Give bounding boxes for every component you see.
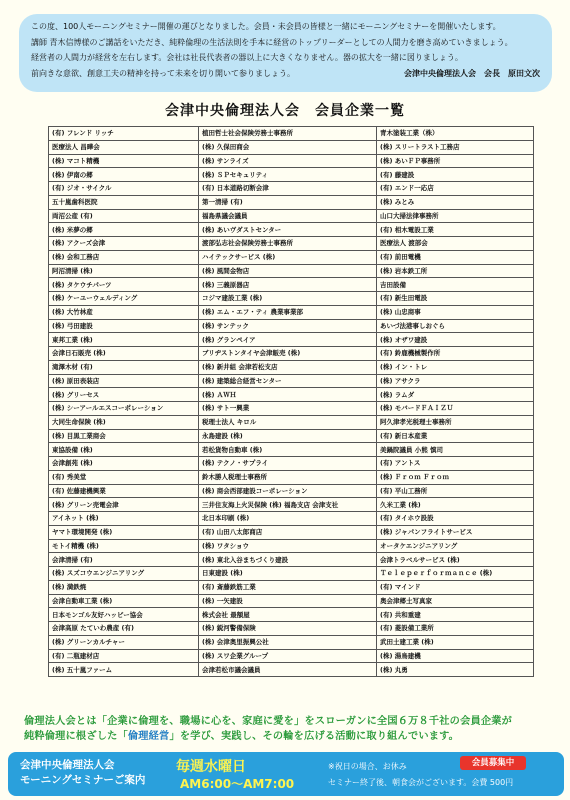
member-cell: (株) 風間金物店	[199, 264, 377, 278]
member-cell: 青木塗装工業（株）	[377, 127, 534, 141]
member-cell: (株) 一矢建設	[199, 594, 377, 608]
member-cell: 東邦工業 (株)	[49, 333, 199, 347]
recruit-badge: 会員募集中	[460, 756, 526, 770]
member-row	[49, 553, 534, 567]
slogan-text: 純粋倫理に根ざした「	[24, 731, 128, 742]
member-cell: 会津日石販売 (株)	[49, 347, 199, 361]
member-cell: 株式会社 最額屋	[199, 608, 377, 622]
footer-org	[20, 758, 145, 788]
member-cell: (株) マコト精機	[49, 154, 199, 168]
member-row	[49, 209, 534, 223]
breakfast-note: セミナー終了後、朝食会がございます。会費 500円	[328, 778, 514, 787]
member-row	[49, 140, 534, 154]
member-cell: (株) Ｆｒｏｍ Ｆｒｏｍ	[377, 470, 534, 484]
member-cell: Ｔｅｌｅｐｅｒｆｏｒｍａｎｃｅ (株)	[377, 567, 534, 581]
member-row	[49, 319, 534, 333]
member-cell: (株) モバードＦＡＩＺＵ	[377, 402, 534, 416]
member-cell: 阿久津孝光税理士事務所	[377, 415, 534, 429]
member-row	[49, 278, 534, 292]
member-cell: 会津トラベルサービス (株)	[377, 553, 534, 567]
member-cell: (株) サト一興業	[199, 402, 377, 416]
member-cell: 医療法人 昌曄会	[49, 140, 199, 154]
member-cell: (株) 伊南の郷	[49, 168, 199, 182]
member-cell: (株) エム・エフ・ティ 農業事業部	[199, 305, 377, 319]
member-cell: あいづ法港事しおぐら	[377, 319, 534, 333]
member-cell: 渡部弘志社会保険労務士事務所	[199, 237, 377, 251]
slogan-line-2	[24, 729, 554, 744]
member-cell: 植田哲士社会保険労務士事務所	[199, 127, 377, 141]
member-cell: (株) ケーユーウェルディング	[49, 292, 199, 306]
member-cell: 鈴木勝人税理士事務所	[199, 470, 377, 484]
member-cell: (株) 新井組 会津若松支店	[199, 360, 377, 374]
member-cell: 日本モンゴル友好ハッピー協会	[49, 608, 199, 622]
member-row	[49, 415, 534, 429]
member-cell: (有) ジオ・サイクル	[49, 182, 199, 196]
member-row	[49, 182, 534, 196]
member-cell: (株) タケウチパーツ	[49, 278, 199, 292]
member-cell: 奥会津郷土写真家	[377, 594, 534, 608]
slogan-text: 」を学び、実践し、その輪を広げる活動に取り組んでいます。	[169, 731, 460, 742]
member-row	[49, 195, 534, 209]
seminar-footer	[8, 752, 564, 796]
member-cell: (株) 丸勇	[377, 663, 534, 677]
member-cell: (株) 東北入谷まちづくり建設	[199, 553, 377, 567]
member-cell: 会津若松市議会議員	[199, 663, 377, 677]
member-row	[49, 360, 534, 374]
member-row	[49, 264, 534, 278]
member-cell: (有) 二瓶建材店	[49, 649, 199, 663]
member-cell: 会津清掃 (有)	[49, 553, 199, 567]
member-row	[49, 512, 534, 526]
slogan-line-1: 倫理法人会とは「企業に倫理を、職場に心を、家庭に愛を」をスローガンに全国６万８千社の会員企業が	[24, 716, 513, 727]
member-cell: (有) 新日本産業	[377, 429, 534, 443]
member-cell: (有) 相木電設工業	[377, 223, 534, 237]
member-cell: ヤマト環境開発 (株)	[49, 525, 199, 539]
member-cell: 久米工業 (株)	[377, 498, 534, 512]
member-cell: (株) サンテック	[199, 319, 377, 333]
member-row	[49, 347, 534, 361]
member-cell: (株) グリーセス	[49, 388, 199, 402]
member-cell: 東協設備 (株)	[49, 443, 199, 457]
member-row	[49, 443, 534, 457]
member-row	[49, 635, 534, 649]
member-cell: (株) グリーンカルチャー	[49, 635, 199, 649]
member-cell: (株) ＳＰセキュリティ	[199, 168, 377, 182]
member-row	[49, 457, 534, 471]
member-cell: コジマ建設工業 (株)	[199, 292, 377, 306]
member-list-title: 会津中央倫理法人会 会員企業一覧	[165, 103, 405, 119]
member-cell: 医療法人 渡部会	[377, 237, 534, 251]
member-cell: 税理士法人 キロル	[199, 415, 377, 429]
member-cell: (株) アサクラ	[377, 374, 534, 388]
member-cell: (株) スリートラスト工務店	[377, 140, 534, 154]
member-cell: オータケエンジニアリング	[377, 539, 534, 553]
member-row	[49, 525, 534, 539]
member-row	[49, 580, 534, 594]
member-cell: (株) 原田表装店	[49, 374, 199, 388]
member-cell: 武田土建工業 (株)	[377, 635, 534, 649]
member-cell: 両沼公産 (有)	[49, 209, 199, 223]
member-cell: (株) 山忠商事	[377, 305, 534, 319]
member-cell: (株) ジャパンフライトサービス	[377, 525, 534, 539]
member-cell: (有) 佐藤建機興業	[49, 484, 199, 498]
member-row	[49, 429, 534, 443]
member-list-sheet	[36, 96, 534, 706]
member-cell: (株) あいヴダストセンター	[199, 223, 377, 237]
member-cell: (株) オザワ建設	[377, 333, 534, 347]
member-cell: (株) イン・トレ	[377, 360, 534, 374]
slogan-highlight: 倫理経営	[127, 731, 170, 742]
member-cell: (有) 日本道路切断会津	[199, 182, 377, 196]
member-cell: (株) 弓田建設	[49, 319, 199, 333]
member-cell: 第一清掃 (有)	[199, 195, 377, 209]
member-cell: (有) 山田八太郎商店	[199, 525, 377, 539]
member-cell: (株) 目黒工業商会	[49, 429, 199, 443]
member-cell: 五十嵐歯科医院	[49, 195, 199, 209]
member-cell: 日東建設 (株)	[199, 567, 377, 581]
member-row	[49, 539, 534, 553]
member-cell: (株) 五十嵐ファーム	[49, 663, 199, 677]
holiday-note: ※祝日の場合、お休み	[328, 762, 407, 771]
member-row	[49, 402, 534, 416]
member-row	[49, 388, 534, 402]
member-cell: 大同生命保険 (株)	[49, 415, 199, 429]
member-cell: (有) 鈴鹿機械製作所	[377, 347, 534, 361]
member-cell: 永島建設 (株)	[199, 429, 377, 443]
member-cell: (有) アントス	[377, 457, 534, 471]
member-cell: (株) アクーズ会津	[49, 237, 199, 251]
member-row	[49, 567, 534, 581]
member-row	[49, 223, 534, 237]
member-cell: (有) 斎藤鉄筋工業	[199, 580, 377, 594]
member-row	[49, 333, 534, 347]
member-row	[49, 622, 534, 636]
member-cell: (有) マインド	[377, 580, 534, 594]
member-row	[49, 594, 534, 608]
member-row	[49, 168, 534, 182]
member-cell: (株) ＡＷＨ	[199, 388, 377, 402]
member-cell: (株) ラムダ	[377, 388, 534, 402]
slogan-block	[24, 714, 554, 744]
member-cell: (株) 三義原器店	[199, 278, 377, 292]
member-cell: (有) 新生田電設	[377, 292, 534, 306]
member-cell: (株) 満鉄焼	[49, 580, 199, 594]
member-cell: (株) 岩本鉄工所	[377, 264, 534, 278]
member-cell: (株) 大竹林産	[49, 305, 199, 319]
member-cell: 阿沼清掃 (株)	[49, 264, 199, 278]
member-cell: (有) 秀美堂	[49, 470, 199, 484]
member-row	[49, 484, 534, 498]
member-cell: 北日本印刷 (株)	[199, 512, 377, 526]
member-cell: (有) 平山工務所	[377, 484, 534, 498]
member-cell: ブリヂストンタイヤ会津販売 (株)	[199, 347, 377, 361]
member-cell: 三井住友海上火災保険 (株) 福島支店 会津支社	[199, 498, 377, 512]
footer-seminar-label: モーニングセミナーご案内	[20, 774, 146, 786]
member-row	[49, 305, 534, 319]
member-cell: (株) テクノ・サプライ	[199, 457, 377, 471]
member-row	[49, 237, 534, 251]
member-cell: (株) 会津奥里振興公社	[199, 635, 377, 649]
intro-line: 経営者の人間力が経営を左右します。会社は社長代表者の器以上に大きくなりません。器の拡大を一緒に図りましょう。	[31, 53, 463, 62]
member-row	[49, 374, 534, 388]
member-cell: モトイ精機 (株)	[49, 539, 199, 553]
member-cell: (株) 会和工務店	[49, 250, 199, 264]
member-cell: 会津高原 たていわ農産 (有)	[49, 622, 199, 636]
member-cell: 若松貨物自動車 (株)	[199, 443, 377, 457]
member-cell: (株) 湯鳥建機	[377, 649, 534, 663]
member-cell: (株) スワ企業グループ	[199, 649, 377, 663]
member-cell: アイネット (株)	[49, 512, 199, 526]
intro-message	[19, 14, 552, 92]
member-cell: (株) 久保田商会	[199, 140, 377, 154]
member-row	[49, 154, 534, 168]
seminar-time: AM6:00〜AM7:00	[180, 777, 295, 791]
member-cell: (株) サンライズ	[199, 154, 377, 168]
member-cell: (有) タイホウ設設	[377, 512, 534, 526]
member-row	[49, 127, 534, 141]
intro-signature: 会津中央倫理法人会 会長 原田文次	[404, 68, 540, 78]
member-cell: (有) エンド一応店	[377, 182, 534, 196]
member-cell: 滝澤木材 (有)	[49, 360, 199, 374]
member-cell: (株) 米夢の郷	[49, 223, 199, 237]
member-cell: ハイテックサービス (株)	[199, 250, 377, 264]
intro-line: 講師 青木信博様のご講話をいただき、純粋倫理の生活法則を手本に経営のトップリーダーとしての人間力を磨き高めていきましょう。	[31, 37, 513, 47]
member-cell: (有) 共和重建	[377, 608, 534, 622]
member-cell: (株) グリーン売電会津	[49, 498, 199, 512]
member-row	[49, 608, 534, 622]
member-cell: (株) 鋭河警備保険	[199, 622, 377, 636]
member-cell: 美鍋院議員 小熊 慎司	[377, 443, 534, 457]
footer-org-name: 会津中央倫理法人会	[20, 759, 115, 771]
member-cell: (株) みとみ	[377, 195, 534, 209]
member-row	[49, 470, 534, 484]
member-cell: (有) フレンド リッチ	[49, 127, 199, 141]
member-row	[49, 663, 534, 677]
member-cell: 吉田設備	[377, 278, 534, 292]
member-row	[49, 292, 534, 306]
seminar-day: 毎週水曜日	[176, 759, 246, 775]
member-cell: 山口大掃法律事務所	[377, 209, 534, 223]
intro-line-text: 前向きな意欲、創意工夫の精神を持って未来を切り開いて参りましょう。	[31, 68, 295, 78]
member-cell: 会津創苑 (株)	[49, 457, 199, 471]
member-cell: 福島県議会議員	[199, 209, 377, 223]
member-cell: (有) 藤建設	[377, 168, 534, 182]
member-cell: (株) シーアールエスコーポレーション	[49, 402, 199, 416]
member-row	[49, 649, 534, 663]
member-table	[48, 126, 534, 677]
member-cell: (有) 菱設備工業所	[377, 622, 534, 636]
member-cell: (株) 建築総合経営センター	[199, 374, 377, 388]
member-cell: (株) 商会西部建設コーポレーション	[199, 484, 377, 498]
member-cell: (有) 前田電機	[377, 250, 534, 264]
member-cell: (株) ワタショウ	[199, 539, 377, 553]
member-table-body	[49, 127, 534, 677]
intro-line: この度、100人モーニングセミナー開催の運びとなりました。会員・未会員の皆様と一緒にモーニングセミナーを開催いたします。	[31, 22, 501, 31]
member-row	[49, 250, 534, 264]
member-row	[49, 498, 534, 512]
member-cell: (株) スズコウエンジニアリング	[49, 567, 199, 581]
member-cell: 会津自動車工業 (株)	[49, 594, 199, 608]
intro-line	[31, 66, 540, 82]
member-cell: (株) あいＦＰ事務所	[377, 154, 534, 168]
member-cell: (株) グランペイア	[199, 333, 377, 347]
